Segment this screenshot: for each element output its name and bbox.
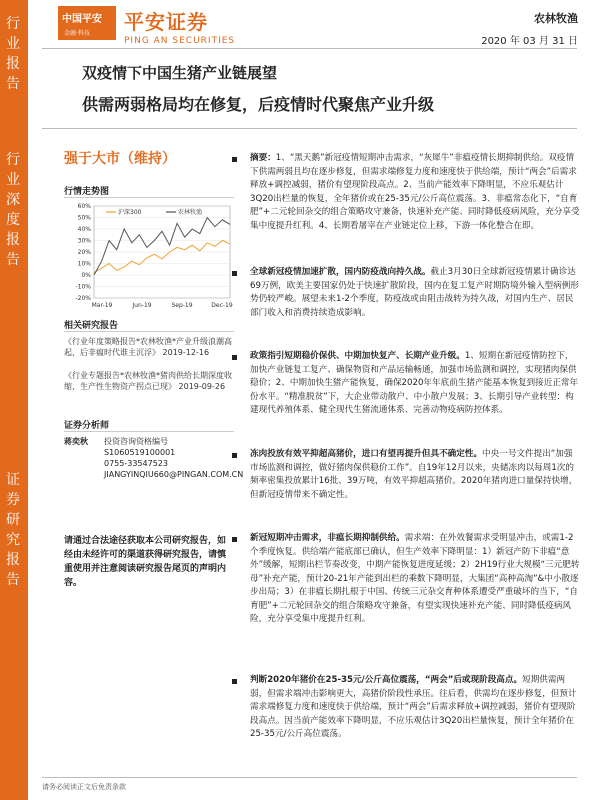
y-tick-label: 40%: [77, 226, 91, 233]
paragraph-price-outlook: [250, 674, 580, 742]
paragraph-text: 需求端：在外效餐需求受明显冲击，或需1-2个季度恢复。供给端产能底部已确认，但生产效率下降明显：1）新冠产防下非瘟“意外”缓解，短期出栏节奏改变，中期产能恢复进度延缓；2）2H19行业大规模“三元肥转母”补充产能，预计20-21年产能到出栏的乘数下降明显，大集团“高种高淘”&中小散逐步出局；3）在非瘟长期扎根于中国、传统三元杂交育种体系遭受严重破坏的当下，“自育肥”+二元轮回杂交的组合策略攻守兼备，有望实现快速补充产能、同时降低疫病风险，充分享受集中度提升红利。: [250, 533, 580, 624]
analyst-role: 投资咨询资格编号: [104, 437, 168, 446]
analyst-email[interactable]: JIANGYINQIU660@PINGAN.COM.CN: [104, 470, 244, 479]
related-report-1[interactable]: 《行业年度策略报告*农林牧渔*产业升级浪潮高起，后非瘟时代谁主沉浮》 2019-12-16: [64, 337, 232, 357]
y-tick-label: 10%: [77, 260, 91, 268]
paragraph-frozen-pork: [250, 448, 580, 502]
analyst-name: 蒋奕秋: [64, 437, 88, 446]
chart-section-title: 行情走势图: [64, 187, 110, 197]
title-divider: [42, 128, 577, 129]
section-divider: [64, 197, 234, 198]
report-subtitle: 供需两弱格局均在修复，后疫情时代聚焦产业升级: [82, 95, 435, 114]
paragraph-supply-demand: [250, 532, 580, 627]
y-tick-label: 50%: [77, 214, 91, 222]
analyst-phone: 0755-33547523: [104, 459, 168, 468]
x-tick-label: Mar-19: [91, 302, 113, 309]
paragraph-text: 短期供需两弱，但需求端冲击影响更大，高猪价阶段性承压。往后看，供需均在逐步修复，但预计需求端修复力度和速度快于供给端，预计“两会”后需求释放+调控减弱，猪价有望现阶段高点。因当前产能效率下降明显，不应乐观估计3Q20出栏量恢复，预计全年猪价在25-35元/公斤高位震荡。: [250, 675, 577, 739]
sidebar-tag-report: 行业报告: [6, 16, 20, 92]
section-divider: [64, 331, 234, 332]
footer-divider: [42, 777, 577, 778]
bullet-icon: [232, 537, 237, 542]
bullet-icon: [232, 157, 237, 162]
series-line: [94, 218, 230, 276]
paragraph-heading: 新冠短期冲击需求，非瘟长期抑制供给。: [250, 533, 405, 543]
brand-en: PING AN SECURITIES: [124, 36, 236, 46]
paragraph-text: 1、“黑天鹅”新冠疫情短期冲击需求，“灰犀牛”非瘟疫情长期抑制供给。双疫情下供需两弱且均在逐步修复，但需求端修复力度和速度快于供给端，预计“两会”后需求释放+调控减弱，猪价有望现阶段高点。2、当前产能效率下降明显，不应乐观估计3Q20出栏量的恢复，全年猪价或在25-35元/公斤高位震荡。3、非瘟常态化下，“自育肥”+二元轮回杂交的组合策略攻守兼备，快速补充产能、同时降低疫病风险，充分享受集中度提升红利。4、长期看屠宰在产业链定位上移，下游一体化整合在即。: [250, 153, 580, 231]
disclaimer: 请通过合法途径获取本公司研究报告，如经由未经许可的渠道获得研究报告，请慎重使用并注意阅读研究报告尾页的声明内容。: [64, 536, 227, 588]
paragraph-heading: 冻肉投放有效平抑超高猪价，进口有望再提升但具不确定性。: [250, 449, 483, 459]
footer-note: 请务必阅读正文后免责条款: [42, 783, 126, 791]
bullet-icon: [232, 355, 237, 360]
report-date: 2020 年 03 月 31 日: [481, 36, 578, 47]
section-divider: [64, 431, 234, 432]
legend-label: 农林牧渔: [178, 209, 203, 216]
logo-text: 中国平安: [62, 14, 102, 25]
analyst-code: S1060519100001: [104, 448, 176, 457]
analyst-info: [104, 436, 244, 480]
y-tick-label: -10%: [75, 283, 91, 291]
logo-sub: 金融·科技: [64, 30, 90, 37]
sidebar-tag-research: 证券研究报告: [6, 472, 20, 588]
y-tick-label: 0%: [81, 272, 91, 279]
analyst-section-title: 证券分析师: [64, 421, 110, 431]
sidebar-tag-depth: 行业深度报告: [6, 152, 20, 268]
x-tick-label: Jun-19: [132, 302, 152, 309]
y-tick-label: -20%: [75, 295, 91, 302]
paragraph-policy: [250, 350, 580, 418]
report-title: 双疫情下中国生猪产业链展望: [82, 64, 278, 82]
paragraph-heading: 摘要：: [250, 153, 276, 163]
paragraph-epidemic: [250, 266, 580, 320]
related-report-2[interactable]: 《行业专题报告*农林牧渔*猪肉供给长期深度收缩，生产性生物资产拐点已现》 2019-09-26: [64, 371, 232, 391]
market-trend-chart: [64, 200, 234, 312]
pingan-logo: [58, 6, 116, 40]
y-tick-label: 20%: [77, 249, 91, 256]
x-tick-label: Dec-19: [211, 302, 233, 309]
brand-cn: 平安证券: [124, 10, 208, 34]
paragraph-text: 中央一号文件提出“加强市场监测和调控，做好猪肉保供稳价工作”。自19年12月以来，央储冻肉以每周1次的频率密集投放累计16批、39万吨，有效平抑超高猪价。2020年猪肉进口量保持快增，但新冠疫情带来不确定性。: [250, 449, 578, 500]
rating: 强于大市（维持）: [64, 151, 176, 167]
series-line: [94, 241, 230, 273]
paragraph-heading: 政策指引短期稳价保供、中期加快复产、长期产业升级。: [250, 351, 465, 361]
y-tick-label: 60%: [77, 203, 91, 210]
header-divider: [42, 48, 577, 49]
bullet-icon: [232, 271, 237, 276]
bullet-icon: [232, 453, 237, 458]
y-tick-label: 30%: [77, 237, 91, 245]
paragraph-text: 截止3月30日全球新冠疫情累计确诊达69万例，欧美主要国家仍处于快速扩散阶段，国内在复工复产时期防境外输入型病例形势仍较严峻。展望未来1-2个季度，防疫战或由阻击战转为持久战，对国内生产、居民部门收入和消费持续造成影响。: [250, 267, 579, 318]
related-section-title: 相关研究报告: [64, 321, 119, 331]
paragraph-heading: 判断2020年猪价在25-35元/公斤高位震荡，“两会”后或现阶段高点。: [250, 675, 523, 685]
x-tick-label: Sep-19: [171, 302, 193, 309]
paragraph-text: 1、短期在新冠疫情防控下，加快产业链复工复产、确保物资和产品运输畅通，加强市场监测和调控，实现猪肉保供稳价；2、中期加快生猪产能恢复，确保2020年年底前生猪产能基本恢复到接近正常年份水平。“精准脱贫”下，大企业带动散户、中小散户发展；3、长期引导产业转型：构建现代养殖体系、健全现代生猪流通体系、完善动物疫病防控体系。: [250, 351, 579, 415]
paragraph-heading: 全球新冠疫情加速扩散，国内防疫战向持久战。: [250, 267, 431, 277]
industry-label: 农林牧渔: [534, 12, 578, 25]
summary-paragraph: [250, 152, 580, 233]
bullet-icon: [232, 679, 237, 684]
brand: [124, 6, 235, 46]
legend-label: 沪深300: [118, 209, 142, 216]
sidebar: [0, 0, 28, 800]
